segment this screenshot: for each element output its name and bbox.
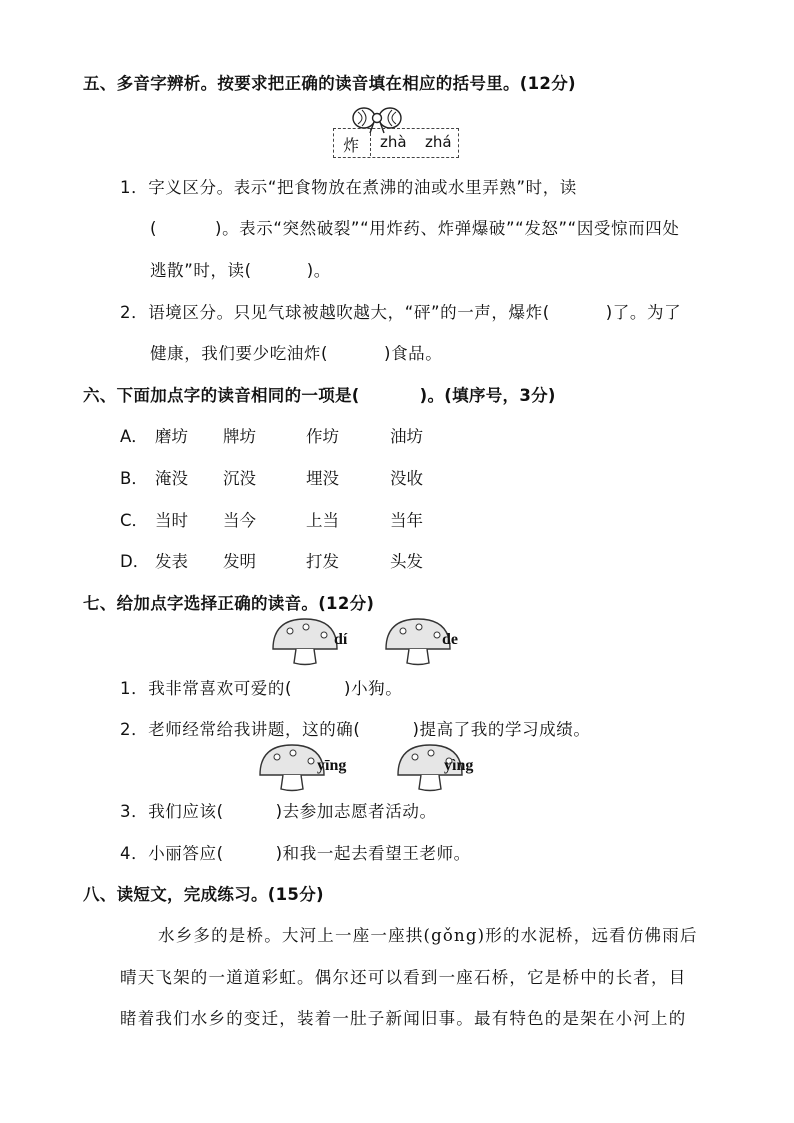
mushroom-pinyin-2: de — [442, 631, 458, 648]
passage-line-1: 水乡多的是桥。大河上一座一座拱(gǒng)形的水泥桥，远看仿佛雨后 — [158, 926, 698, 945]
s5-q2-line1-post: )了。为了 — [605, 303, 682, 322]
s7-q3-pre: 3．我们应该( — [120, 802, 224, 821]
s7-q1-post: )小狗。 — [344, 679, 403, 698]
s5-q2-line2-pre: 健康，我们要少吃油炸( — [150, 344, 329, 363]
option-c-label: C． — [120, 511, 149, 530]
option-b-word2: 沉没 — [223, 469, 256, 488]
s5-q1-line2-rest: )。表示“突然破裂”“用炸药、炸弹爆破”“发怒”“因受惊而四处 — [215, 219, 680, 238]
option-d-word3: 打发 — [306, 552, 339, 571]
option-c-word1: 当时 — [155, 511, 188, 530]
option-a-word2: 牌坊 — [223, 427, 256, 446]
s7-q1-pre: 1．我非常喜欢可爱的( — [120, 679, 293, 698]
option-a-word1: 磨坊 — [155, 427, 188, 446]
option-c-word4: 当年 — [390, 511, 423, 530]
s6-title-post: )。(填序号，3分) — [419, 386, 556, 405]
option-d-label: D． — [120, 552, 150, 571]
section7-title: 七、给加点字选择正确的读音。(12分) — [83, 594, 375, 613]
bow-pinyin-1: zhà — [380, 133, 407, 151]
s7-q3 — [120, 798, 437, 822]
option-a-word4: 油坊 — [390, 427, 423, 446]
section6-title — [83, 382, 556, 406]
s7-q2 — [120, 716, 590, 740]
paren-open: ( — [150, 219, 158, 238]
s7-q3-post: )去参加志愿者活动。 — [275, 802, 437, 821]
option-b-word1: 淹没 — [155, 469, 188, 488]
s5-q1-line3-post: )。 — [306, 261, 331, 280]
s7-q2-post: )提高了我的学习成绩。 — [412, 720, 591, 739]
option-d-word4: 头发 — [390, 552, 423, 571]
s5-q2-line1 — [120, 299, 681, 323]
option-b-word3: 埋没 — [306, 469, 339, 488]
option-b-word4: 没收 — [390, 469, 423, 488]
option-d-word2: 发明 — [223, 552, 256, 571]
section8-title: 八、读短文，完成练习。(15分) — [83, 885, 324, 904]
s7-q4-post: )和我一起去看望王老师。 — [275, 844, 471, 863]
option-a-word3: 作坊 — [306, 427, 339, 446]
option-a-label: A． — [120, 427, 148, 446]
s7-q4-pre: 4．小丽答应( — [120, 844, 224, 863]
s5-q2-line2 — [150, 340, 442, 364]
mushroom-pinyin-3: yīng — [317, 757, 347, 774]
mushroom-pinyin-1: dí — [334, 631, 348, 648]
bow-divider — [370, 128, 371, 156]
s7-q4 — [120, 840, 471, 864]
bow-pinyin-2: zhá — [425, 133, 452, 151]
s5-q1-line1: 1．字义区分。表示“把食物放在煮沸的油或水里弄熟”时，读 — [120, 178, 577, 197]
mushroom-icon — [270, 615, 340, 667]
option-c-word3: 上当 — [306, 511, 339, 530]
s7-q1 — [120, 675, 402, 699]
mushroom-pinyin-4: yìng — [444, 757, 474, 774]
s5-q2-line1-pre: 2．语境区分。只见气球被越吹越大，“砰”的一声，爆炸( — [120, 303, 550, 322]
option-c-word2: 当今 — [223, 511, 256, 530]
s7-q2-pre: 2．老师经常给我讲题，这的确( — [120, 720, 361, 739]
section5-title: 五、多音字辨析。按要求把正确的读音填在相应的括号里。(12分) — [83, 74, 576, 93]
passage-line-3: 睹着我们水乡的变迁，装着一肚子新闻旧事。最有特色的是架在小河上的 — [120, 1009, 687, 1028]
option-d-word1: 发表 — [155, 552, 188, 571]
s5-q2-line2-post: )食品。 — [384, 344, 443, 363]
s5-q1-line3 — [150, 257, 331, 281]
s5-q1-line3-pre: 逃散”时，读( — [150, 261, 252, 280]
passage-line-2: 晴天飞架的一道道彩虹。偶尔还可以看到一座石桥，它是桥中的长者，目 — [120, 968, 687, 987]
s5-q1-line2 — [150, 215, 679, 239]
option-b-label: B． — [120, 469, 148, 488]
bow-character: 炸 — [343, 136, 360, 155]
s6-title-pre: 六、下面加点字的读音相同的一项是( — [83, 386, 360, 405]
